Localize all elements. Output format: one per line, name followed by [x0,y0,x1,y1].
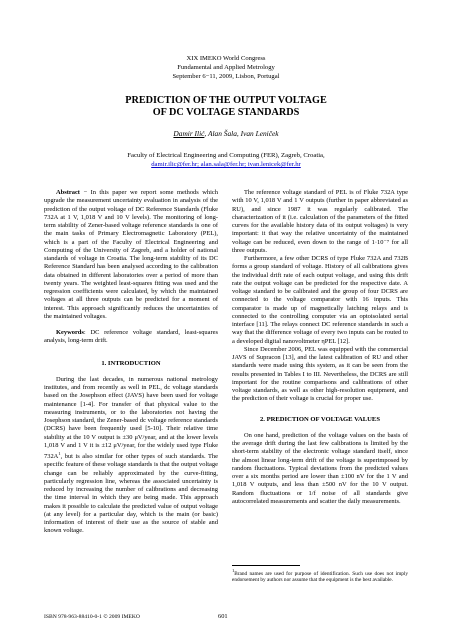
section-heading-prediction: 2. PREDICTION OF VOLTAGE VALUES [260,415,380,423]
right-paragraph-3: Since December 2006, PEL was equipped with the commercial JAVS of Supracon [13], and the latest calibration of RU and other standards were made using this system, as it can be seen from the results presented in Tables I to III. Nevertheless, the DCRS are still important for the routine comparisons and calibrations of other voltage standards, as well as other high-resolution equipment, and the prediction of their voltage is crucial for proper use. [232,345,408,403]
intro-text-a: During the last decades, in numerous national metrology institutes, and from recently as well in PEL, dc voltage standards based on the Josephson effect (JAVS) have been used for voltage maintenance [1-4]. For transfer of that physical value to the measuring instruments, or to the laboratories not having the Josephson standard, the Zener-based dc voltage reference standards (DCRS) have been frequently used [5-10]. Their relative time stability at the 10 V output is ±30 μV/year, and at the lower levels 1,018 V and 1 V it is ±12 μV/year, for the widely used type Fluke 732A [44,375,218,461]
author-first: Damir Ilić [173,129,205,138]
footnote-marker: 1 [232,568,235,573]
author-rest: , Alan Šala, Ivan Leniček [204,129,279,138]
right-paragraph-2: Furthermore, a few other DCRS of type Fluke 732A and 732B forms a group standard of voltage. History of all calibrations gives the individual drift rate of each output voltage, and using this drift rate the output voltage can be predicted for the respective date. A voltage standard to be calibrated and the group of four DCRS are connected to the voltage comparator with 16 inputs. This comparator is made up of magnetically latching relays and is connected to the controlling computer via an optoisolated serial interface [11]. The relays connect DC reference standards in such a way that the difference voltage of every two inputs can be routed to a developed digital nanovoltmeter ηPEL [12]. [232,255,408,345]
abstract-label: Abstract [56,189,80,196]
right-paragraph-1: The reference voltage standard of PEL is of Fluke 732A type with 10 V, 1,018 V and 1 V outputs (further in paper abbreviated as RU), and since 1987 it was regularly calibrated. The characterization of it (i.e. calculation of the parameters of the fitted curves for the available history data of its output voltages) is very important: it that way the relative uncertainty of the maintained voltage can be reduced, even down to the range of 1·10⁻⁷ for all three outputs. [232,189,408,254]
intro-paragraph [44,376,218,536]
abstract-text: − In this paper we report some methods which upgrade the measurement uncertainty evaluation in analysis of the prediction of the output voltage of DC Reference Standards (Fluke 732A at 1 V, 1,018 V and 10 V levels). The monitoring of long-term stability of Zener-based voltage reference standards is one of the main tasks of Primary Electromagnetic Laboratory (PEL), which is a part of the Faculty of Electrical Engineering and Computing of the University of Zagreb, and a holder of national standards of voltage in Croatia. The long-term stability of its DC Reference Standard has been analysed according to the calibration data obtained in different laboratories over a period of more than twenty years. The weighted least-squares fitting was used and the regression coefficients were calculated, by which the maintained voltages at all three outputs can be predicted for a moment of interest. This approach significantly reduces the uncertainties of the maintained voltages. [44,189,218,320]
page-number: 601 [218,613,228,620]
intro-text-b: , but is also similar for other types of such standards. The specific feature of these voltage standards is that the output voltage change can be reliably approximated by the curve-fitting, particularly regression line, whereas the associated uncertainty is reduced by increasing the number of calibrations and decreasing the time interval in which they are being made. This approach makes it possible to calculate the predicted value of output voltage (at any level) for a particular day, which is the main (or basic) information of interest of their use as the source of stable and known voltage. [44,453,218,535]
paper-title-line-1: PREDICTION OF THE OUTPUT VOLTAGE [125,95,327,106]
footnote-ref: 1 [58,451,61,456]
author-emails[interactable]: damir.ilic@fer.hr; alan.sala@fer.hr; ivan.lenicek@fer.hr [151,161,301,168]
right-paragraph-4: On one hand, prediction of the voltage values on the basis of the average drift during the last few calibrations is limited by the short-term stability of the electronic voltage standard itself, since the almost linear long-term drift of the voltage is superimposed by random fluctuations. Typical deviations from the predicted values over a six months period are lower than ±100 nV for the 1 V and 1,018 V outputs, and less than ±500 nV for the 10 V output. Random fluctuations or 1/f noise of all standards give autocorrelated measurements and scatter the daily measurements. [232,431,408,505]
paper-authors [0,129,452,138]
section-heading-introduction: 1. INTRODUCTION [101,359,161,367]
keywords-text: : DC reference voltage standard, least-squares analysis, long-term drift. [44,329,218,345]
footnote-rule [232,565,300,566]
conference-subtitle: Fundamental and Applied Metrology [177,64,275,71]
right-column [232,189,408,506]
affiliation: Faculty of Electrical Engineering and Computing (FER), Zagreb, Croatia, [127,152,325,159]
conference-date-location: September 6−11, 2009, Lisbon, Portugal [172,73,280,80]
footnote-text: Brand names are used for purpose of identification. Such use does not imply endorsement by authors nor assume that the equipment is the best available. [232,570,408,584]
keywords-label: Keywords [56,329,84,336]
footnote [232,568,408,584]
conference-name: XIX IMEKO World Congress [186,55,266,62]
isbn-footer: ISBN 978-963-88410-0-1 © 2009 IMEKO [44,614,140,620]
left-column [44,189,218,536]
abstract [44,189,218,321]
paper-title-line-2: OF DC VOLTAGE STANDARDS [152,107,300,118]
keywords [44,329,218,346]
